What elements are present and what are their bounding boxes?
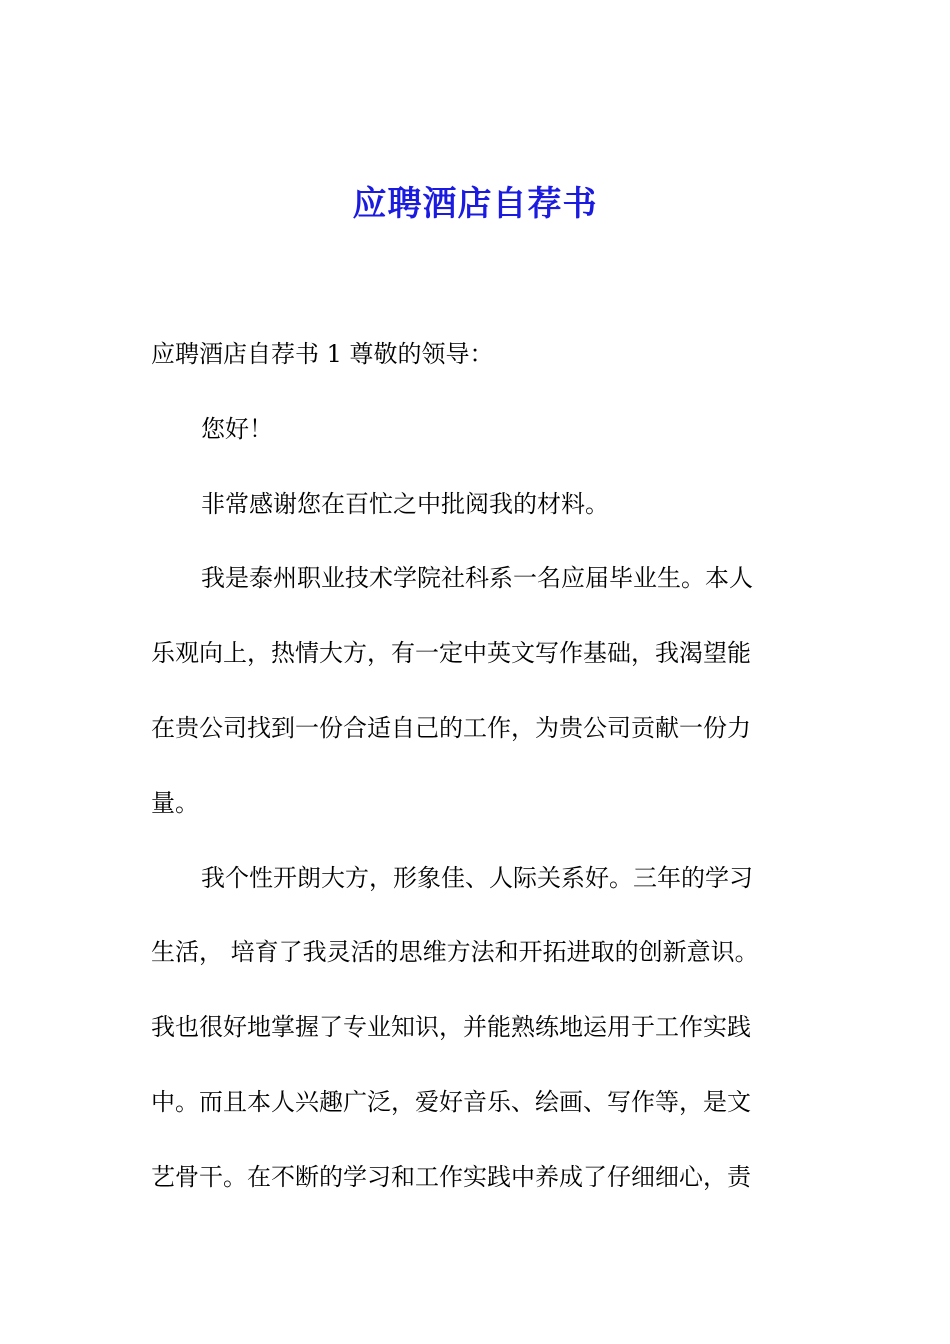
- body-line: 艺骨干。在不断的学习和工作实践中养成了仔细细心，责: [151, 1162, 751, 1191]
- body-line: 乐观向上，热情大方，有一定中英文写作基础，我渴望能: [151, 639, 751, 668]
- body-line: 我也很好地掌握了专业知识，并能熟练地运用于工作实践: [151, 1013, 751, 1042]
- body-line: 在贵公司找到一份合适自己的工作，为贵公司贡献一份力: [151, 713, 751, 742]
- document-body: [151, 330, 791, 1228]
- body-line: 我个性开朗大方，形象佳、人际关系好。三年的学习: [201, 863, 753, 892]
- body-line: 量。: [151, 788, 199, 817]
- body-line: 我是泰州职业技术学院社科系一名应届毕业生。本人: [201, 564, 753, 593]
- body-line: 中。而且本人兴趣广泛，爱好音乐、绘画、写作等，是文: [151, 1087, 751, 1116]
- body-line: 生活， 培育了我灵活的思维方法和开拓进取的创新意识。: [151, 938, 759, 967]
- body-line: 您好！: [201, 414, 273, 443]
- document-title: 应聘酒店自荐书: [352, 184, 598, 224]
- body-line: 应聘酒店自荐书 1 尊敬的领导：: [151, 340, 494, 368]
- body-line: 非常感谢您在百忙之中批阅我的材料。: [201, 489, 609, 518]
